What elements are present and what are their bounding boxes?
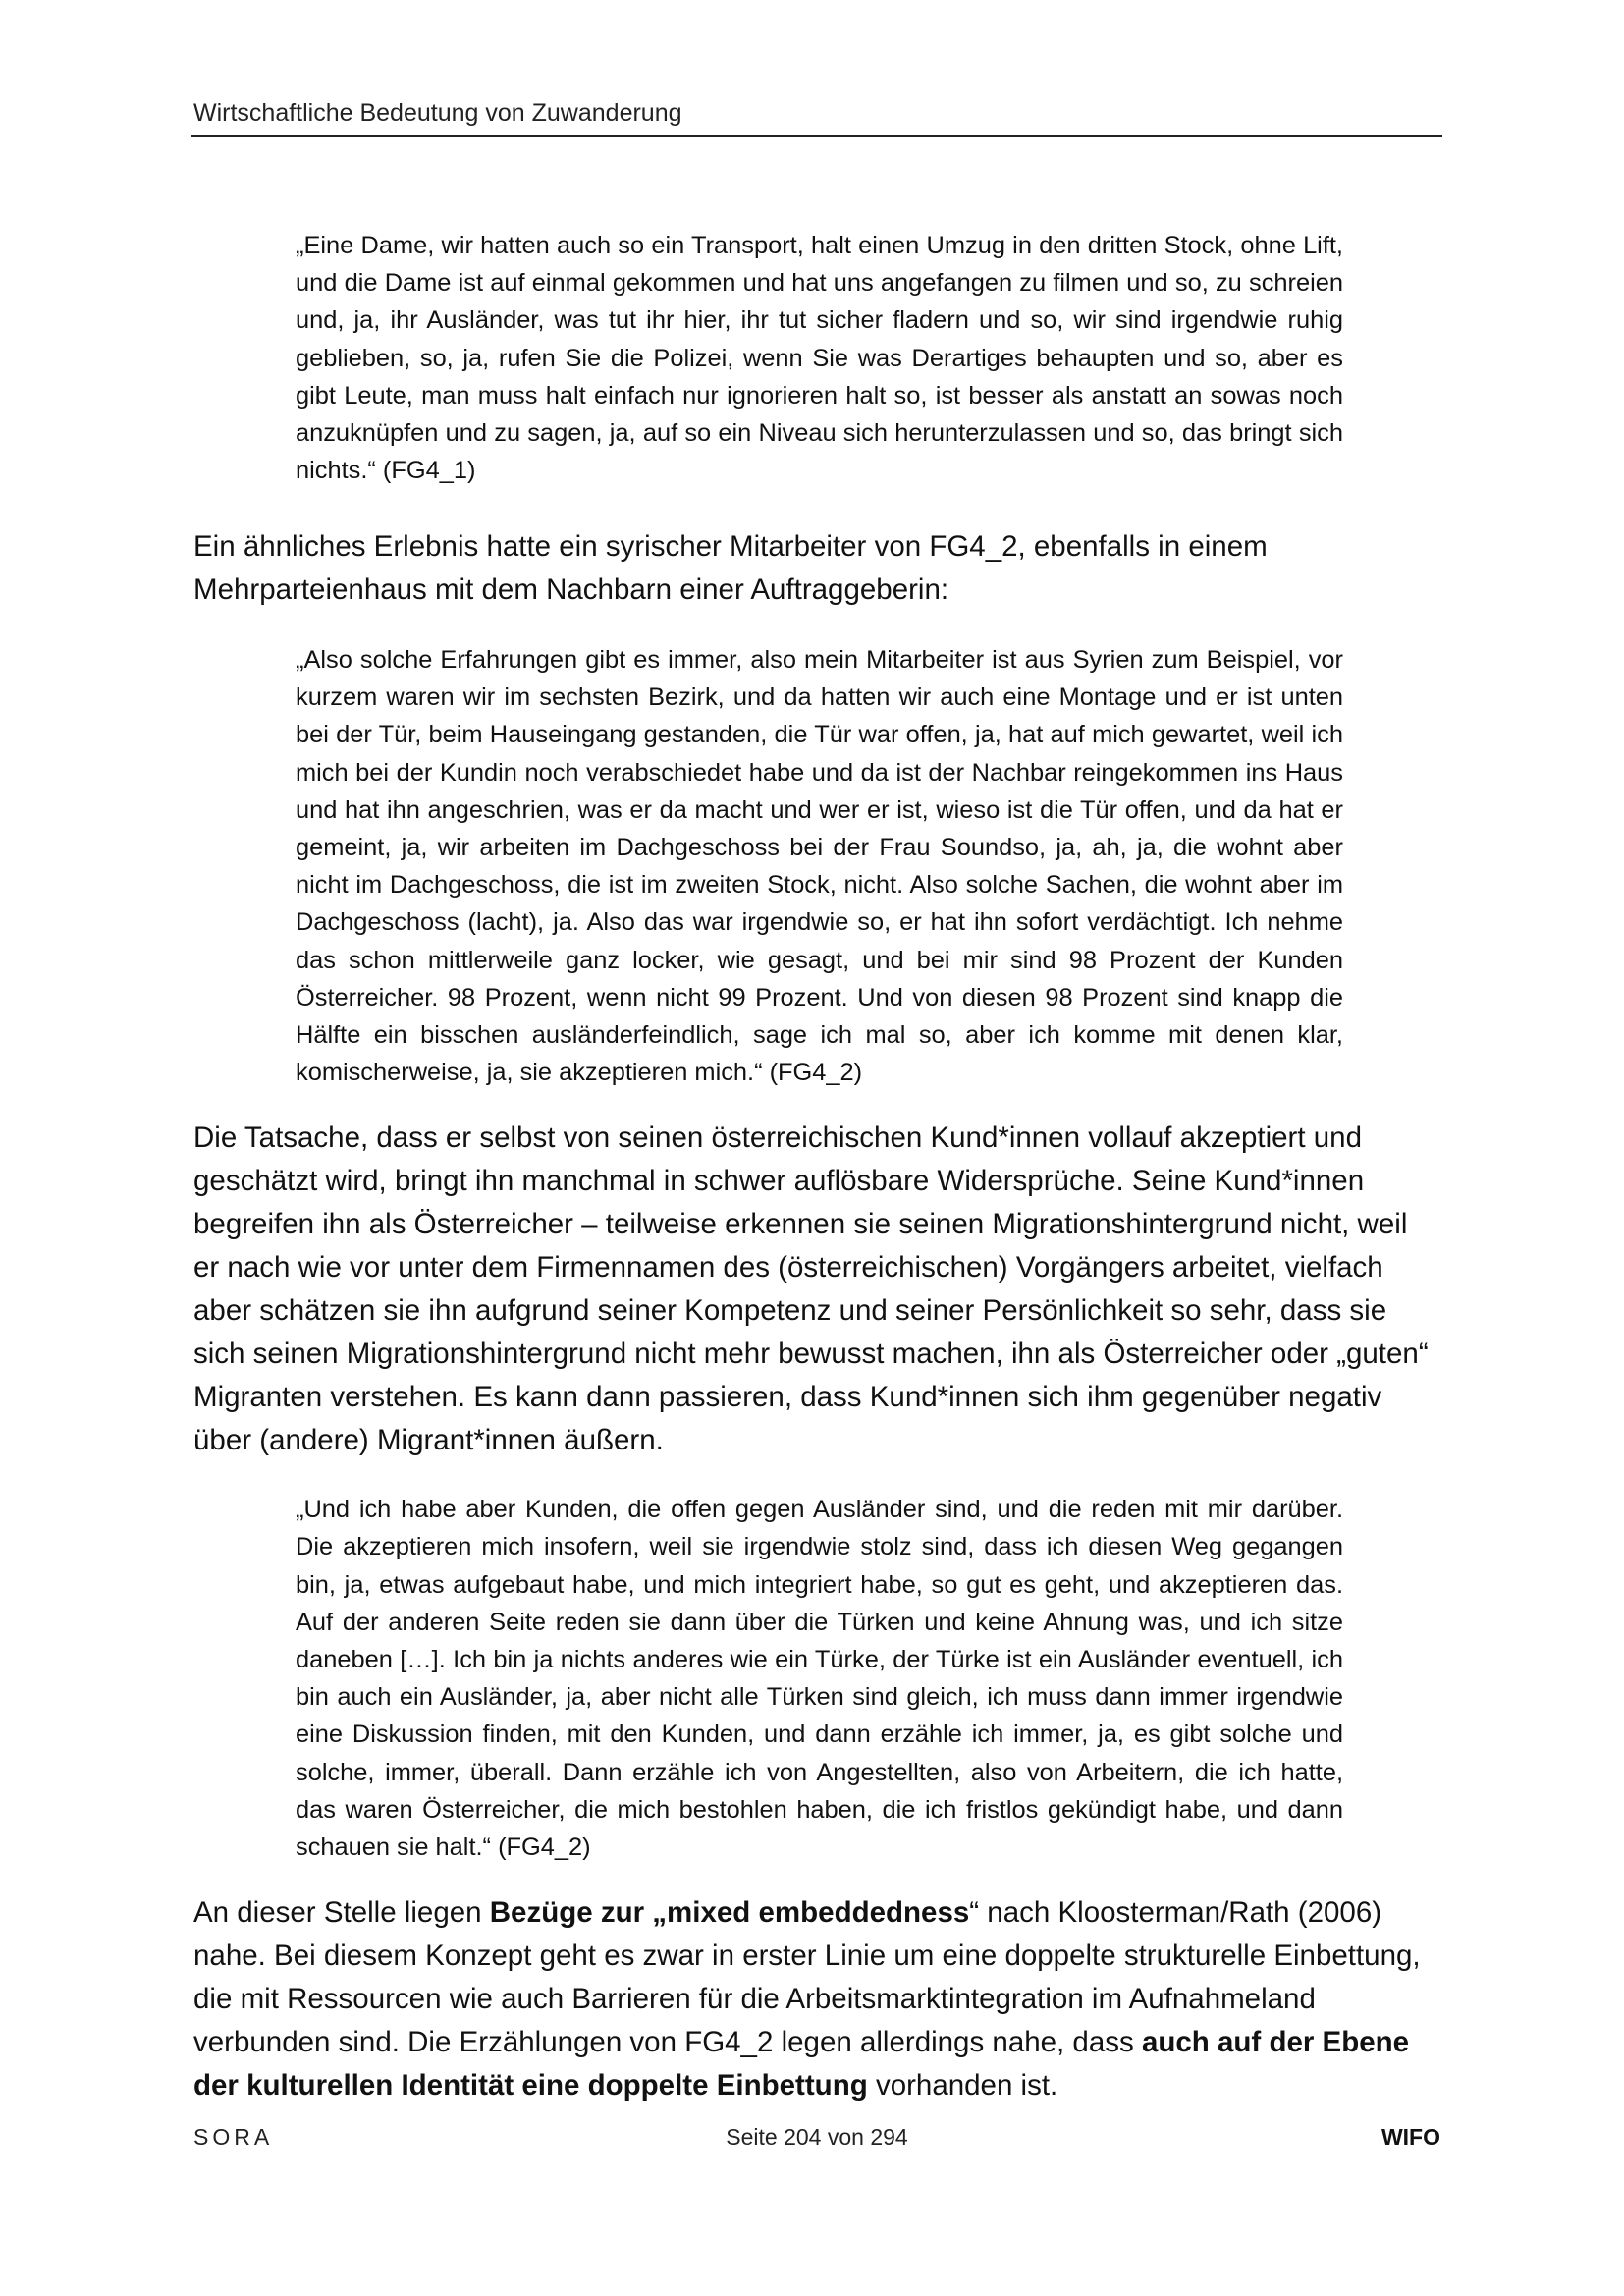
footer-wifo-logo: WIFO: [1380, 2124, 1440, 2150]
block-quote-fg4-2-customers: „Und ich habe aber Kunden, die offen gegen Ausländer sind, und die reden mit mir darüber. Die akzeptieren mich insofern, weil sie irgendwie stolz sind, dass ich diesen Weg gegangen bin, ja, etwas aufgebaut habe, und mich integriert habe, so gut es geht, und akzeptieren das. Auf der anderen Seite reden sie dann über die Türken und keine Ahnung was, und ich sitze daneben […]. Ich bin ja nichts anderes wie ein Türke, der Türke ist ein Ausländer eventuell, ich bin auch ein Ausländer, ja, aber nicht alle Türken sind gleich, ich muss dann immer irgendwie eine Diskussion finden, mit den Kunden, und dann erzähle ich immer, ja, es gibt solche und solche, immer, überall. Dann erzähle ich von Angestellten, also von Arbeitern, die ich hatte, das waren Österreicher, die mich bestohlen haben, die ich fristlos gekündigt habe, und dann schauen sie halt.“ (FG4_2): [296, 1496, 1343, 1862]
block-quote-fg4-2-syrian-employee: „Also solche Erfahrungen gibt es immer, also mein Mitarbeiter ist aus Syrien zum Beispiel, vor kurzem waren wir im sechsten Bezirk, und da hatten wir auch eine Montage und er ist unten bei der Tür, beim Hauseingang gestanden, die Tür war offen, ja, hat auf mich gewartet, weil ich mich bei der Kundin noch verabschiedet habe und da ist der Nachbar reingekommen ins Haus und hat ihn angeschrien, was er da macht und wer er ist, wieso ist die Tür offen, und da hat er gemeint, ja, wir arbeiten im Dachgeschoss bei der Frau Soundso, ja, ah, ja, die wohnt aber nicht im Dachgeschoss, die ist im zweiten Stock, nicht. Also solche Sachen, die wohnt aber im Dachgeschoss (lacht), ja. Also das war irgendwie so, er hat ihn sofort verdächtigt. Ich nehme das schon mittlerweile ganz locker, wie gesagt, und bei mir sind 98 Prozent der Kunden Österreicher. 98 Prozent, wenn nicht 99 Prozent. Und von diesen 98 Prozent sind knapp die Hälfte ein bisschen ausländerfeindlich, sage ich mal so, aber ich komme mit denen klar, komischerweise, ja, sie akzeptieren mich.“ (FG4_2): [296, 645, 1343, 1087]
para3-text-1: An dieser Stelle liegen: [193, 1895, 490, 1929]
page-footer: [193, 2124, 1440, 2158]
body-paragraph-3: [193, 1891, 1440, 2107]
para3-text-3: vorhanden ist.: [867, 2068, 1058, 2102]
running-header-title: Wirtschaftliche Bedeutung von Zuwanderung: [193, 99, 682, 127]
para3-text-2: “ nach Kloosterman/Rath (2006) nahe. Bei diesem Konzept geht es zwar in erster Linie um eine doppelte strukturelle Einbettung, die mit Ressourcen wie auch Barrieren für die Arbeitsmarktintegration im Aufnahmeland verbunden sind. Die Erzählungen von FG4_2 legen allerdings nahe, dass: [193, 1895, 1421, 2058]
body-paragraph-1: Ein ähnliches Erlebnis hatte ein syrischer Mitarbeiter von FG4_2, ebenfalls in einem Mehrparteienhaus mit dem Nachbarn einer Auftraggeberin:: [193, 530, 1268, 607]
page-body: [193, 227, 1440, 2136]
block-quote-fg4-1: „Eine Dame, wir hatten auch so ein Transport, halt einen Umzug in den dritten Stock, ohne Lift, und die Dame ist auf einmal gekommen und hat uns angefangen zu filmen und so, zu schreien und, ja, ihr Ausländer, was tut ihr hier, ihr tut sicher fladern und so, wir sind irgendwie ruhig geblieben, so, ja, rufen Sie die Polizei, wenn Sie was Derartiges behaupten und so, aber es gibt Leute, man muss halt einfach nur ignorieren halt so, ist besser als anstatt an sowas noch anzuknüpfen und zu sagen, ja, auf so ein Niveau sich herunterzulassen und so, das bringt sich nichts.“ (FG4_1): [296, 232, 1343, 485]
header-divider: [191, 135, 1442, 137]
para3-bold-mixed-embeddedness: Bezüge zur „mixed embeddedness: [489, 1895, 970, 1929]
footer-page-number: Seite 204 von 294: [726, 2124, 908, 2150]
body-paragraph-2: Die Tatsache, dass er selbst von seinen österreichischen Kund*innen vollauf akzeptiert und geschätzt wird, bringt ihn manchmal in schwer auflösbare Widersprüche. Seine Kund*innen begreifen ihn als Österreicher – teilweise erkennen sie seinen Migrationshintergrund nicht, weil er nach wie vor unter dem Firmennamen des (österreichischen) Vorgängers arbeitet, vielfach aber schätzen sie ihn aufgrund seiner Kompetenz und seiner Persönlichkeit so sehr, dass sie sich seinen Migrationshintergrund nicht mehr bewusst machen, ihn als Österreicher oder „guten“ Migranten verstehen. Es kann dann passieren, dass Kund*innen sich ihm gegenüber negativ über (andere) Migrant*innen äußern.: [193, 1121, 1429, 1456]
footer-sora-logo: SORA: [193, 2124, 274, 2150]
para3-bold-cultural-identity: auch auf der Ebene der kulturellen Identität eine doppelte Einbettung: [193, 2025, 1410, 2102]
